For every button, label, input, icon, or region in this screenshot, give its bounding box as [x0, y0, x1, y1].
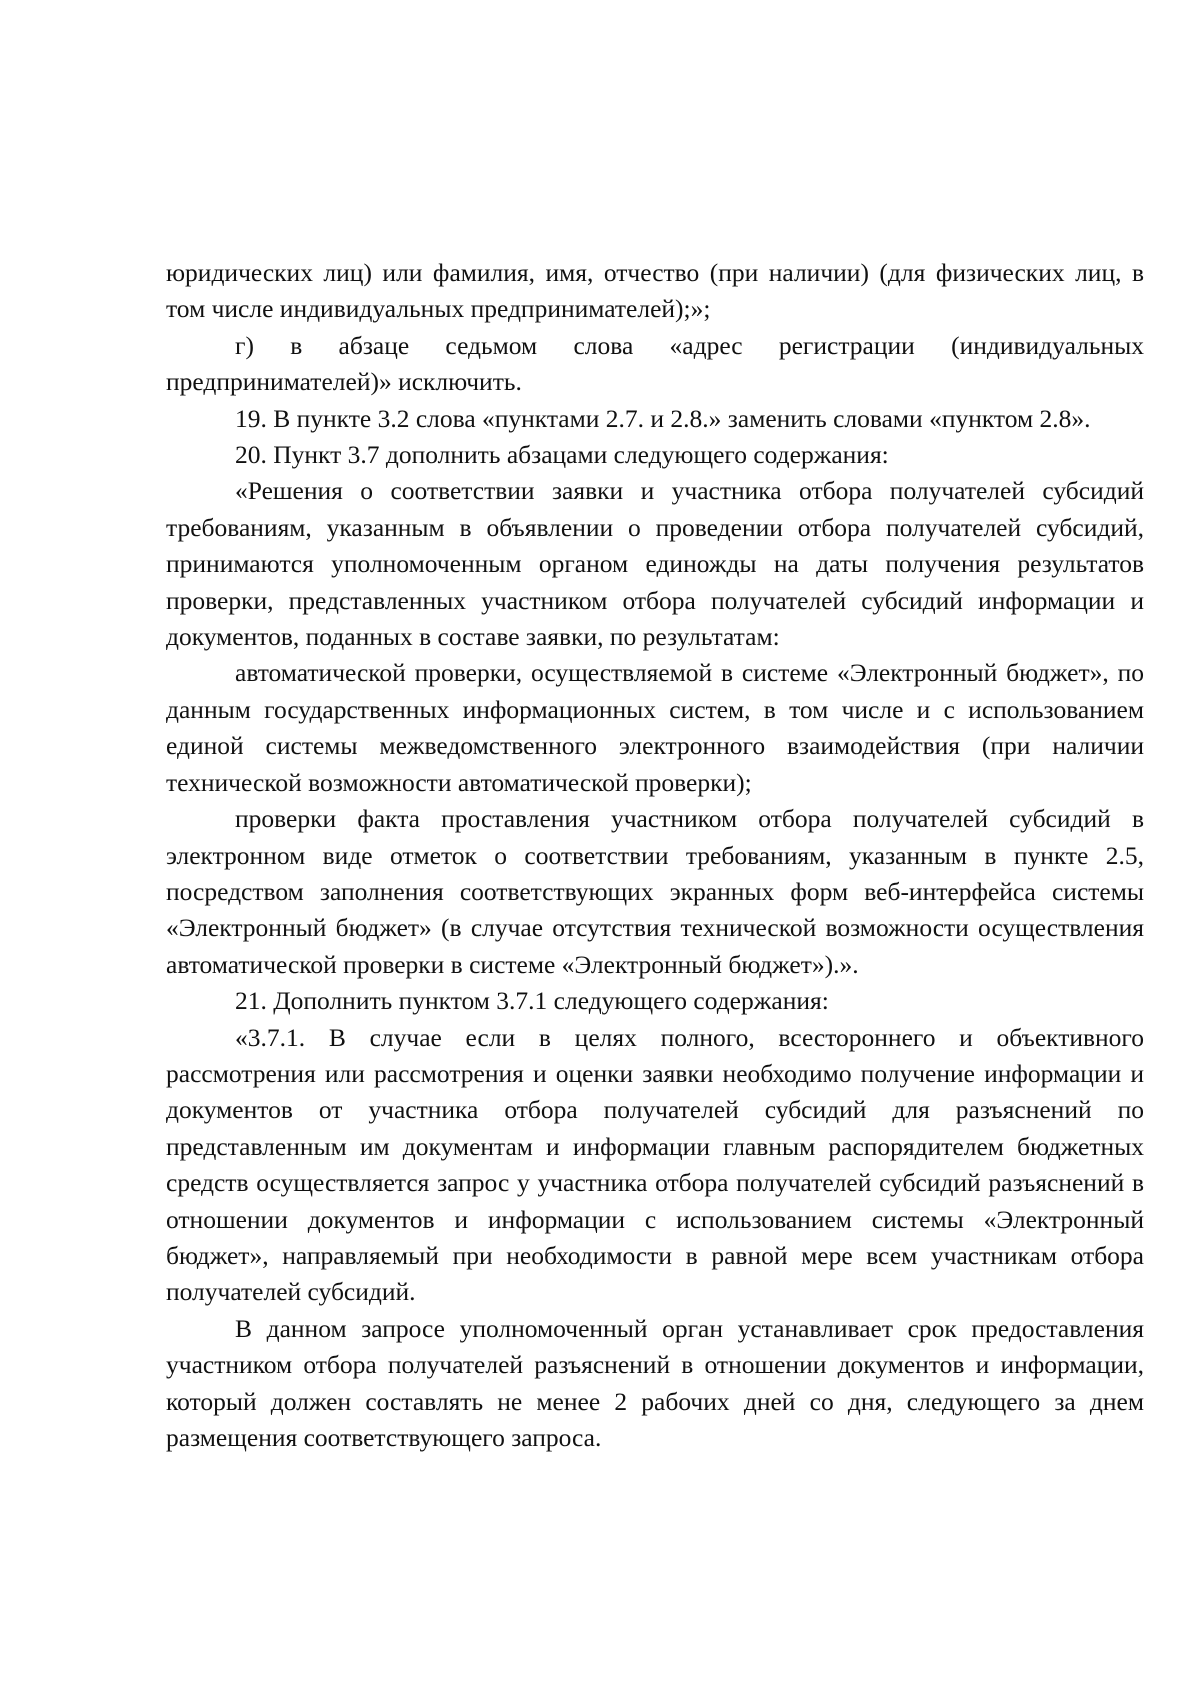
paragraph-item-20: 20. Пункт 3.7 дополнить абзацами следующего содержания:: [235, 440, 889, 470]
paragraph-decisions: «Решения о соответствии заявки и участника отбора получателей субсидий требованиям, указанным в объявлении о проведении отбора получателей субсидий, принимаются уполномоченным органом единожды на даты получения результатов проверки, представленных участником отбора получателей субсидий информации и документов, поданных в составе заявки, по результатам:: [166, 476, 1144, 652]
paragraph-manual-check: проверки факта проставления участником отбора получателей субсидий в электронном виде отметок о соответствии требованиям, указанным в пункте 2.5, посредством заполнения соответствующих экранных форм веб-интерфейса системы «Электронный бюджет» (в случае отсутствия технической возможности осуществления автоматической проверки в системе «Электронный бюджет»).».: [166, 804, 1144, 979]
paragraph-request-deadline: В данном запросе уполномоченный орган устанавливает срок предоставления участником отбора получателей разъяснений в отношении документов и информации, который должен составлять не менее 2 рабочих дней со дня, следующего за днем размещения соответствующего запроса.: [166, 1313, 1144, 1452]
document-body: [166, 255, 1144, 1456]
paragraph-continuation: юридических лиц) или фамилия, имя, отчество (при наличии) (для физических лиц, в том числе индивидуальных предпринимателей);»;: [166, 258, 1144, 324]
paragraph-item-21: 21. Дополнить пунктом 3.7.1 следующего содержания:: [235, 986, 829, 1016]
paragraph-item-19: 19. В пункте 3.2 слова «пунктами 2.7. и 2.8.» заменить словами «пунктом 2.8».: [235, 403, 1091, 433]
paragraph-automatic-check: автоматической проверки, осуществляемой в системе «Электронный бюджет», по данным государственных информационных систем, в том числе и с использованием единой системы межведомственного электронного взаимодействия (при наличии технической возможности автоматической проверки);: [166, 658, 1144, 797]
paragraph-3-7-1: «3.7.1. В случае если в целях полного, всестороннего и объективного рассмотрения или рассмотрения и оценки заявки необходимо получение информации и документов от участника отбора получателей субсидий для разъяснений по представленным им документам и информации главным распорядителем бюджетных средств осуществляется запрос у участника отбора получателей субсидий разъяснений в отношении документов и информации с использованием системы «Электронный бюджет», направляемый при необходимости в равной мере всем участникам отбора получателей субсидий.: [166, 1022, 1144, 1307]
paragraph-item-g: г) в абзаце седьмом слова «адрес регистрации (индивидуальных предпринимателей)» исключить.: [166, 330, 1144, 397]
